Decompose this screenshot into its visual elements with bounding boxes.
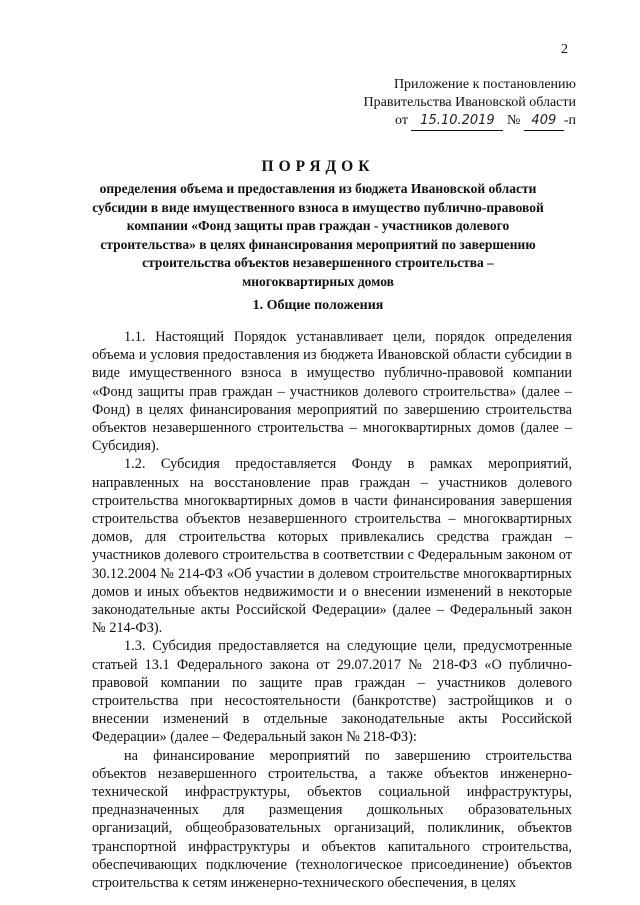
attachment-line-2: Правительства Ивановской области bbox=[363, 95, 576, 110]
handwritten-number: 409 bbox=[524, 112, 564, 131]
paragraph-1-1: 1.1. Настоящий Порядок устанавливает цели, порядок определения объема и условия предоставления из бюджета Ивановской области субсидии в виде имущественного взноса в имущество публично-правовой компании «Фонд защиты прав граждан – участников долевого строительства» (далее – Фонд) в целях финансирования мероприятий по завершению строительства объектов незавершенного строительства – многоквартирных домов (далее – Субсидия). bbox=[92, 329, 572, 455]
attachment-line-1: Приложение к постановлению bbox=[393, 77, 576, 92]
paragraph-1-3: 1.3. Субсидия предоставляется на следующие цели, предусмотренные статьей 13.1 Федерального закона от 29.07.2017 № 218-ФЗ «О публично-правовой компании по защите прав граждан – участников долевого строительства при несостоятельности (банкротстве) застройщиков и о внесении изменений в отдельные законодательные акты Российской Федерации» (далее – Федеральный закон № 218-ФЗ): bbox=[92, 638, 572, 746]
attachment-date-row bbox=[340, 112, 576, 131]
handwritten-date: 15.10.2019 bbox=[411, 112, 503, 131]
document-body bbox=[92, 328, 572, 892]
document-subtitle: определения объема и предоставления из бюджета Ивановской области субсидии в виде имущественного взноса в имущество публично-правовой компании «Фонд защиты прав граждан - участников долевого строительства» в целях финансирования мероприятий по завершению строительства объектов незавершенного строительства – многоквартирных домов bbox=[92, 181, 544, 289]
attachment-header bbox=[340, 76, 576, 131]
number-label: № bbox=[506, 113, 521, 128]
number-suffix: -п bbox=[563, 113, 576, 128]
page-number: 2 bbox=[561, 42, 568, 57]
paragraph-financing: на финансирование мероприятий по завершению строительства объектов незавершенного строительства, а также объектов инженерно-технической инфраструктуры, объектов социальной инфраструктуры, предназначенных для размещения дошкольных образовательных организаций, общеобразовательных организаций, поликлиник, объектов транспортной инфраструктуры и объектов капитального строительства, обеспечивающих подключение (технологическое присоединение) объектов строительства к сетям инженерно-технического обеспечения, в целях bbox=[92, 747, 572, 892]
document-title: ПОРЯДОК bbox=[261, 158, 375, 175]
section-heading: 1. Общие положения bbox=[252, 298, 384, 313]
paragraph-1-2: 1.2. Субсидия предоставляется Фонду в рамках мероприятий, направленных на восстановление прав граждан – участников долевого строительства многоквартирных домов в части финансирования завершения строительства объектов незавершенного строительства – многоквартирных домов, для строительства которых привлекались средства граждан – участников долевого строительства в соответствии с Федеральным законом от 30.12.2004 № 214-ФЗ «Об участии в долевом строительстве многоквартирных домов и иных объектов недвижимости и о внесении изменений в некоторые законодательные акты Российской Федерации» (далее – Федеральный закон № 214-ФЗ). bbox=[92, 456, 572, 637]
from-label: от bbox=[395, 113, 408, 128]
